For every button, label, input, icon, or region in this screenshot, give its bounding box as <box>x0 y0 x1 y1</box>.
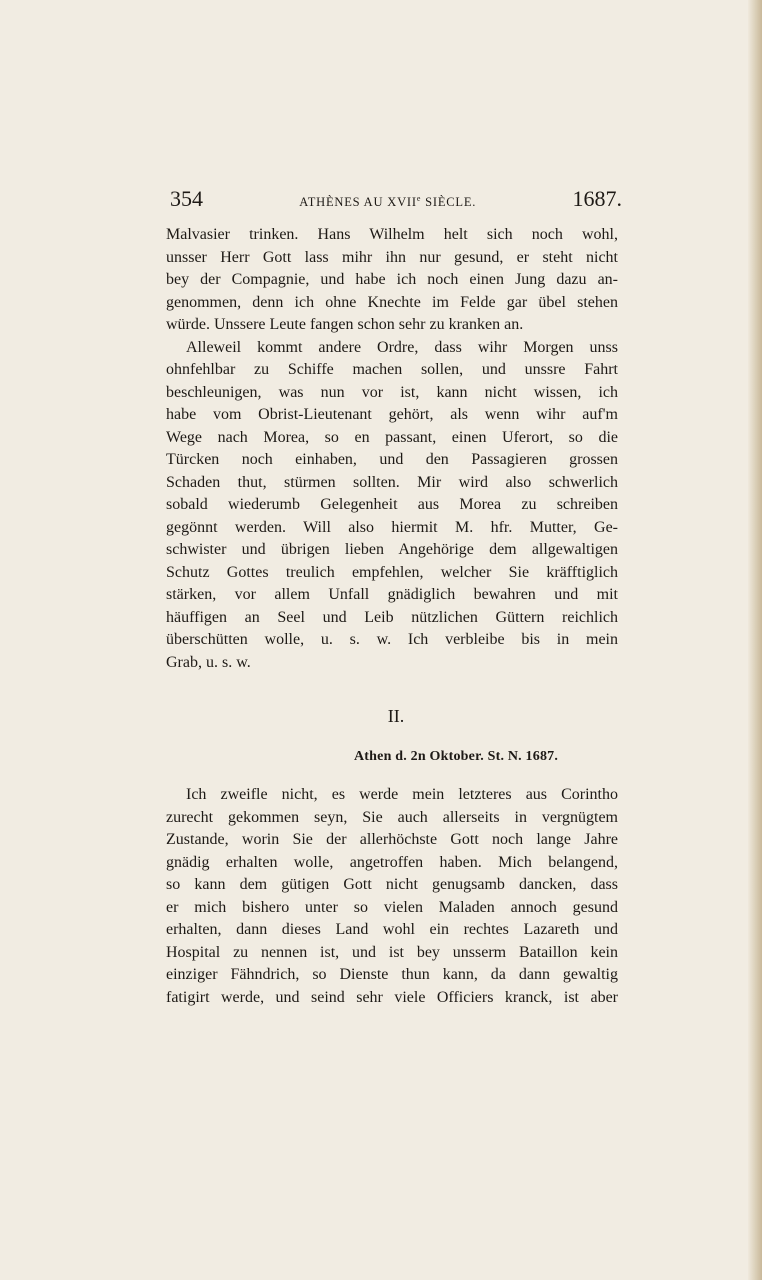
text-line: Malvasier trinken. Hans Wilhelm helt sich noch wohl, <box>166 226 618 243</box>
text-line: ohnfehlbar zu Schiffe machen sollen, und unssre Fahrt <box>166 361 618 378</box>
text-line: so kann dem gütigen Gott nicht genugsamb dancken, dass <box>166 876 618 893</box>
text-line: habe vom Obrist-Lieutenant gehört, als wenn wihr auf'm <box>166 406 618 423</box>
text-line: Wege nach Morea, so en passant, einen Uferort, so die <box>166 428 618 446</box>
text-line: bey der Compagnie, und habe ich noch einen Jung dazu an- <box>166 271 618 288</box>
text-line: erhalten, dann dieses Land wohl ein rechtes Lazareth und <box>166 921 618 938</box>
running-title-end: SIÈCLE. <box>421 195 477 209</box>
text-line: fatigirt werde, und seind sehr viele Officiers kranck, ist aber <box>166 988 618 1006</box>
text-line: Schutz Gottes treulich empfehlen, welcher Sie kräfftiglich <box>166 563 618 581</box>
text-line: Alleweil kommt andere Ordre, dass wihr Morgen unss <box>186 338 618 356</box>
page-edge <box>748 0 762 1280</box>
letter-text-block-2 <box>166 784 618 1009</box>
text-line: Zustande, worin Sie der allerhöchste Gott noch lange Jahre <box>166 831 618 848</box>
running-title-text: ATHÈNES AU XVII <box>299 195 417 209</box>
text-line: genommen, denn ich ohne Knechte im Felde gar übel stehen <box>166 293 618 311</box>
text-line: gnädig erhalten wolle, angetroffen haben. Mich belangend, <box>166 853 618 871</box>
text-line: Türcken noch einhaben, und den Passagieren grossen <box>166 451 618 468</box>
running-title-sup: e <box>416 193 422 203</box>
text-line: überschütten wolle, u. s. w. Ich verbleibe bis in mein <box>166 631 618 648</box>
text-line: Schaden thut, stürmen sollten. Mir wird also schwerlich <box>166 473 618 491</box>
text-line: einziger Fähndrich, so Dienste thun kann, da dann gewaltig <box>166 966 618 983</box>
text-line: zurecht gekommen seyn, Sie auch allerseits in vergnügtem <box>166 808 618 826</box>
text-line: stärken, vor allem Unfall gnädiglich bewahren und mit <box>166 586 618 603</box>
text-line: er mich bishero unter so vielen Maladen annoch gesund <box>166 898 618 916</box>
text-line: würde. Unssere Leute fangen schon sehr zu kranken an. <box>166 316 524 333</box>
text-line: Grab, u. s. w. <box>166 653 251 671</box>
section-heading: II. <box>387 706 405 726</box>
running-title <box>299 194 476 210</box>
header-year: 1687. <box>572 186 622 211</box>
page-number: 354 <box>170 186 203 211</box>
letter-text-block-1 <box>166 224 618 674</box>
text-line: beschleunigen, was nun vor ist, kann nicht wissen, ich <box>166 383 618 401</box>
text-line: Ich zweifle nicht, es werde mein letzteres aus Corintho <box>186 786 618 803</box>
text-line: schwister und übrigen lieben Angehörige dem allgewaltigen <box>166 541 618 558</box>
text-line: gegönnt werden. Will also hiermit M. hfr. Mutter, Ge- <box>166 518 618 536</box>
text-line: häuffigen an Seel und Leib nützlichen Güttern reichlich <box>166 608 618 626</box>
page-header <box>170 186 622 218</box>
letter-dateline: Athen d. 2n Oktober. St. N. 1687. <box>354 749 559 764</box>
text-line: sobald wiederumb Gelegenheit aus Morea zu schreiben <box>166 496 618 513</box>
text-line: unsser Herr Gott lass mihr ihn nur gesund, er steht nicht <box>166 248 618 266</box>
text-line: Hospital zu nennen ist, und ist bey unsserm Bataillon kein <box>166 943 618 961</box>
